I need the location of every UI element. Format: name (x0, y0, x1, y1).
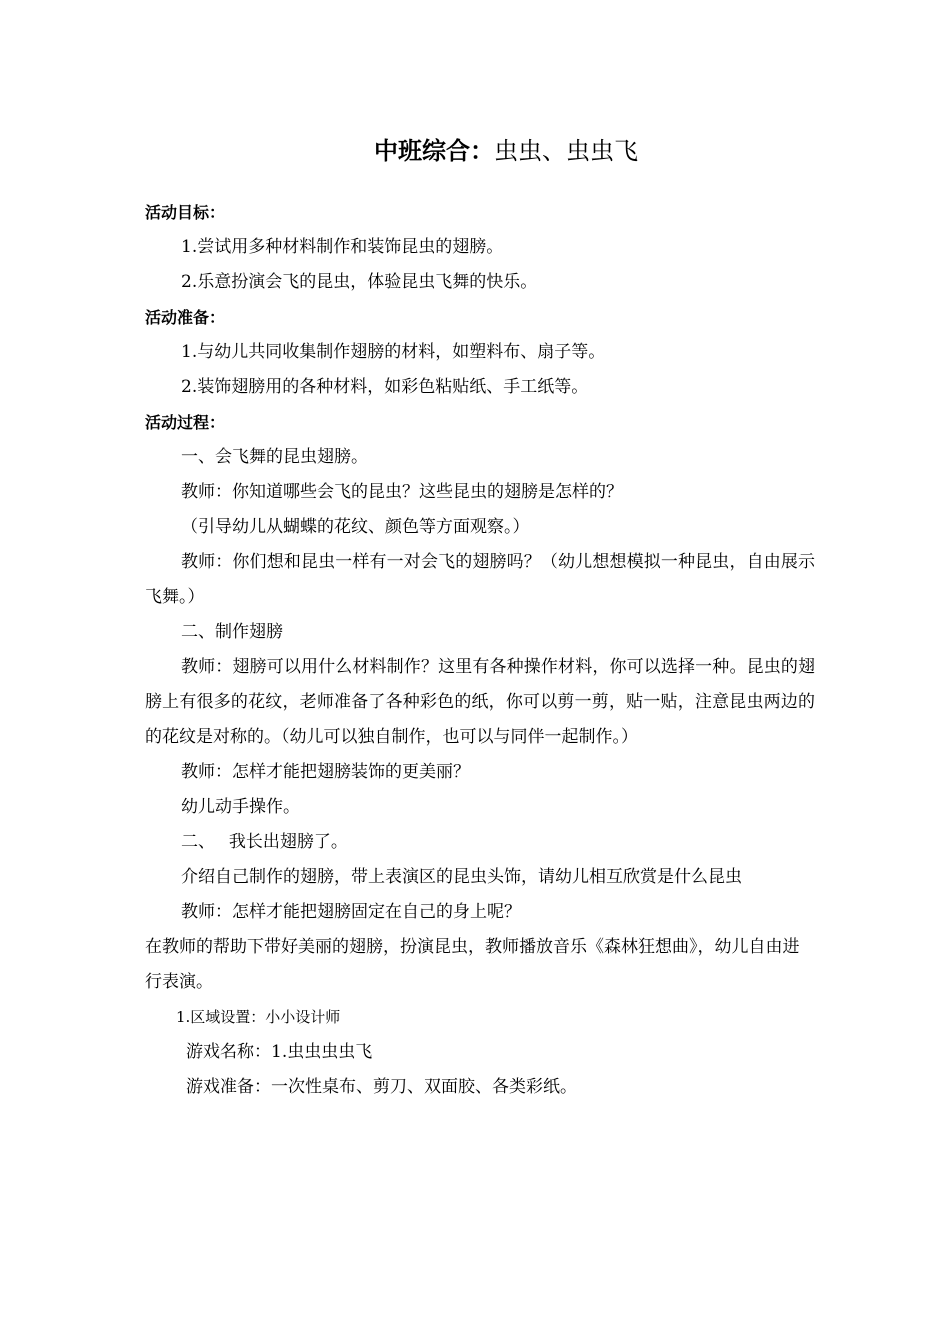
process-heading: 活动过程： (145, 413, 226, 432)
step2-paragraph-1: 教师：翅膀可以用什么材料制作？这里有各种操作材料，你可以选择一种。昆虫的翅膀上有很多的花纹，老师准备了各种彩色的纸，你可以剪一剪，贴一贴，注意昆虫两边的的花纹是对称的。（幼儿可以独自制作，也可以与同伴一起制作。） (145, 657, 815, 747)
title-rest-part: 虫虫、虫虫飞 (494, 137, 638, 165)
title-bold-part: 中班综合： (374, 137, 494, 165)
step2-paragraph-2: 教师：怎样才能把翅膀装饰的更美丽？ (181, 762, 470, 782)
game-name: 游戏名称：1.虫虫虫虫飞 (186, 1042, 373, 1062)
prep-item-1: 1.与幼儿共同收集制作翅膀的材料，如塑料布、扇子等。 (181, 342, 606, 362)
document-body (145, 195, 815, 1105)
goal-item-1: 1.尝试用多种材料制作和装饰昆虫的翅膀。 (181, 237, 504, 257)
step1-paragraph-1: 教师：你知道哪些会飞的昆虫？这些昆虫的翅膀是怎样的？ (181, 482, 623, 502)
step1-title: 一、会飞舞的昆虫翅膀。 (181, 447, 368, 467)
game-prep: 游戏准备：一次性桌布、剪刀、双面胶、各类彩纸。 (186, 1077, 577, 1097)
goal-item-2: 2.乐意扮演会飞的昆虫，体验昆虫飞舞的快乐。 (181, 272, 538, 292)
step3-paragraph-1: 介绍自己制作的翅膀，带上表演区的昆虫头饰，请幼儿相互欣赏是什么昆虫 (181, 867, 742, 887)
step2-paragraph-3: 幼儿动手操作。 (181, 797, 300, 817)
step3-paragraph-3: 在教师的帮助下带好美丽的翅膀，扮演昆虫，教师播放音乐《森林狂想曲》，幼儿自由进行表演。 (145, 937, 800, 992)
step3-paragraph-2: 教师：怎样才能把翅膀固定在自己的身上呢？ (181, 902, 521, 922)
prep-item-2: 2.装饰翅膀用的各种材料，如彩色粘贴纸、手工纸等。 (181, 377, 589, 397)
step2-title: 二、制作翅膀 (181, 622, 283, 642)
goals-heading: 活动目标： (145, 203, 226, 222)
step1-paragraph-2: （引导幼儿从蝴蝶的花纹、颜色等方面观察。） (181, 517, 530, 537)
document-title (0, 134, 950, 168)
step1-paragraph-3: 教师：你们想和昆虫一样有一对会飞的翅膀吗？（幼儿想想模拟一种昆虫，自由展示飞舞。） (145, 552, 815, 607)
area-setting: 1.区域设置：小小设计师 (176, 1008, 341, 1026)
prep-heading: 活动准备： (145, 308, 226, 327)
step3-title: 二、 我长出翅膀了。 (181, 832, 348, 852)
